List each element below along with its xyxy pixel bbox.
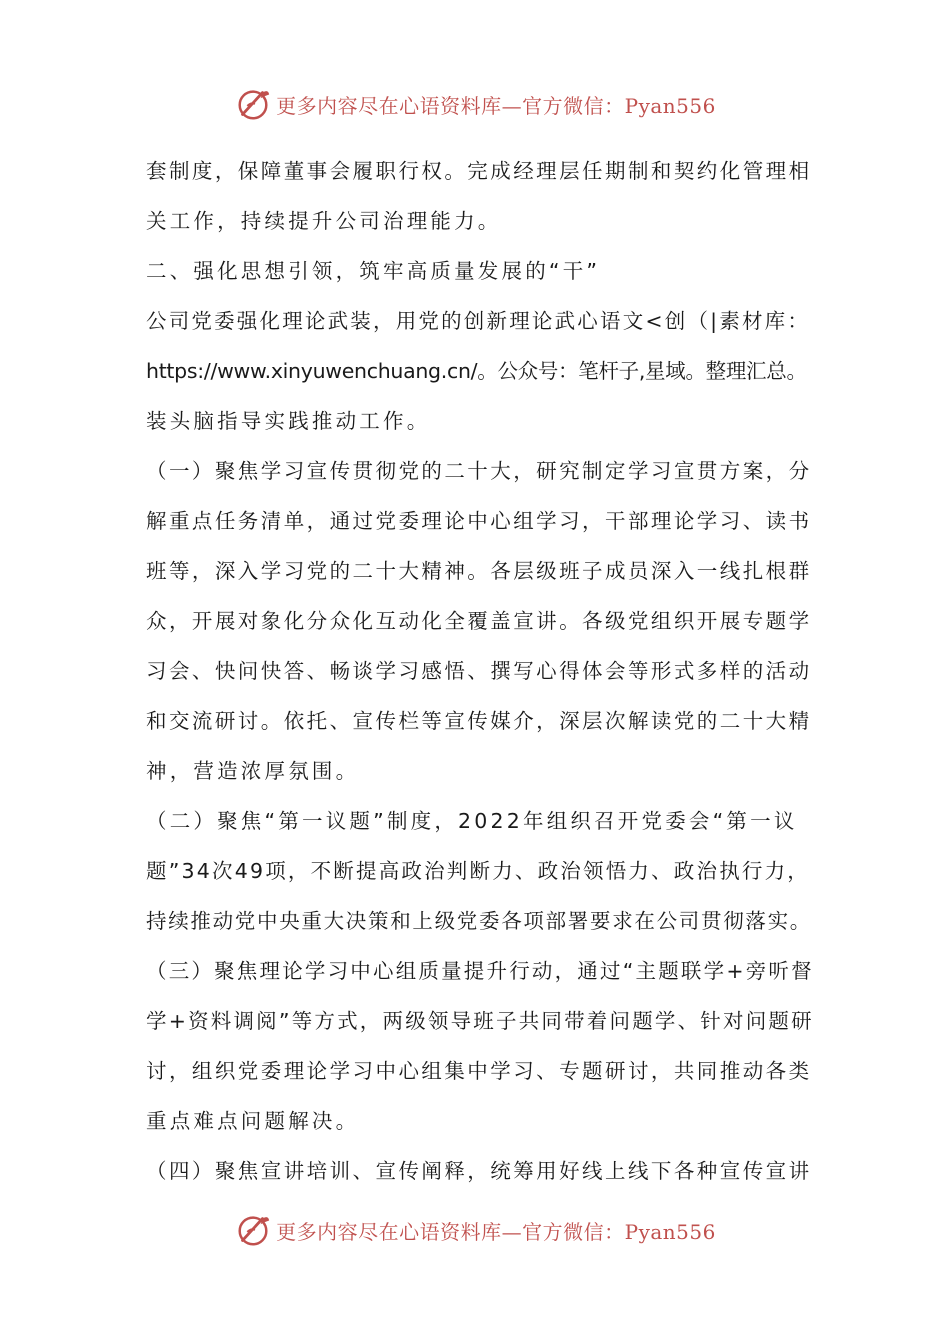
document-body	[146, 146, 816, 1196]
quill-logo-icon	[234, 85, 272, 123]
footer-banner	[0, 1210, 950, 1250]
text-line: 习会、快问快答、畅谈学习感悟、撰写心得体会等形式多样的活动	[146, 659, 812, 683]
quill-logo-icon	[234, 1211, 272, 1249]
text-line: 题”34次49项，不断提高政治判断力、政治领悟力、政治执行力，	[146, 859, 810, 883]
text-line: （一）聚焦学习宣传贯彻党的二十大，研究制定学习宣贯方案，分	[146, 459, 812, 483]
text-line: （四）聚焦宣讲培训、宣传阐释，统筹用好线上线下各种宣传宣讲	[146, 1159, 812, 1183]
text-line: 重点难点问题解决。	[146, 1109, 360, 1133]
header-banner	[0, 84, 950, 124]
footer-banner-text: 更多内容尽在心语资料库—官方微信：Pyan556	[276, 1219, 716, 1244]
text-line: 解重点任务清单，通过党委理论中心组学习，干部理论学习、读书	[146, 509, 812, 533]
text-line-url: https://www.xinyuwenchuang.cn/。公众号：笔杆子,星域。整理汇总。	[146, 359, 807, 383]
text-line: 装头脑指导实践推动工作。	[146, 409, 431, 433]
text-line: 众，开展对象化分众化互动化全覆盖宣讲。各级党组织开展专题学	[146, 609, 812, 633]
text-line: 班等，深入学习党的二十大精神。各层级班子成员深入一线扎根群	[146, 559, 812, 583]
section-heading: 二、强化思想引领，筑牢高质量发展的“干”	[146, 259, 601, 283]
text-line: 神，营造浓厚氛围。	[146, 759, 360, 783]
text-line: 持续推动党中央重大决策和上级党委各项部署要求在公司贯彻落实。	[146, 909, 812, 933]
text-line: 学+资料调阅”等方式，两级领导班子共同带着问题学、针对问题研	[146, 1009, 814, 1033]
text-line: 公司党委强化理论武装，用党的创新理论武心语文<创（|素材库：	[146, 309, 811, 333]
text-line: 关工作，持续提升公司治理能力。	[146, 209, 502, 233]
text-line: 和交流研讨。依托、宣传栏等宣传媒介，深层次解读党的二十大精	[146, 709, 812, 733]
text-line: 套制度，保障董事会履职行权。完成经理层任期制和契约化管理相	[146, 159, 812, 183]
text-line: 讨，组织党委理论学习中心组集中学习、专题研讨，共同推动各类	[146, 1059, 812, 1083]
header-banner-text: 更多内容尽在心语资料库—官方微信：Pyan556	[276, 93, 716, 118]
text-line: （三）聚焦理论学习中心组质量提升行动，通过“主题联学+旁听督	[146, 959, 814, 983]
text-line: （二）聚焦“第一议题”制度，2022年组织召开党委会“第一议	[146, 809, 798, 833]
